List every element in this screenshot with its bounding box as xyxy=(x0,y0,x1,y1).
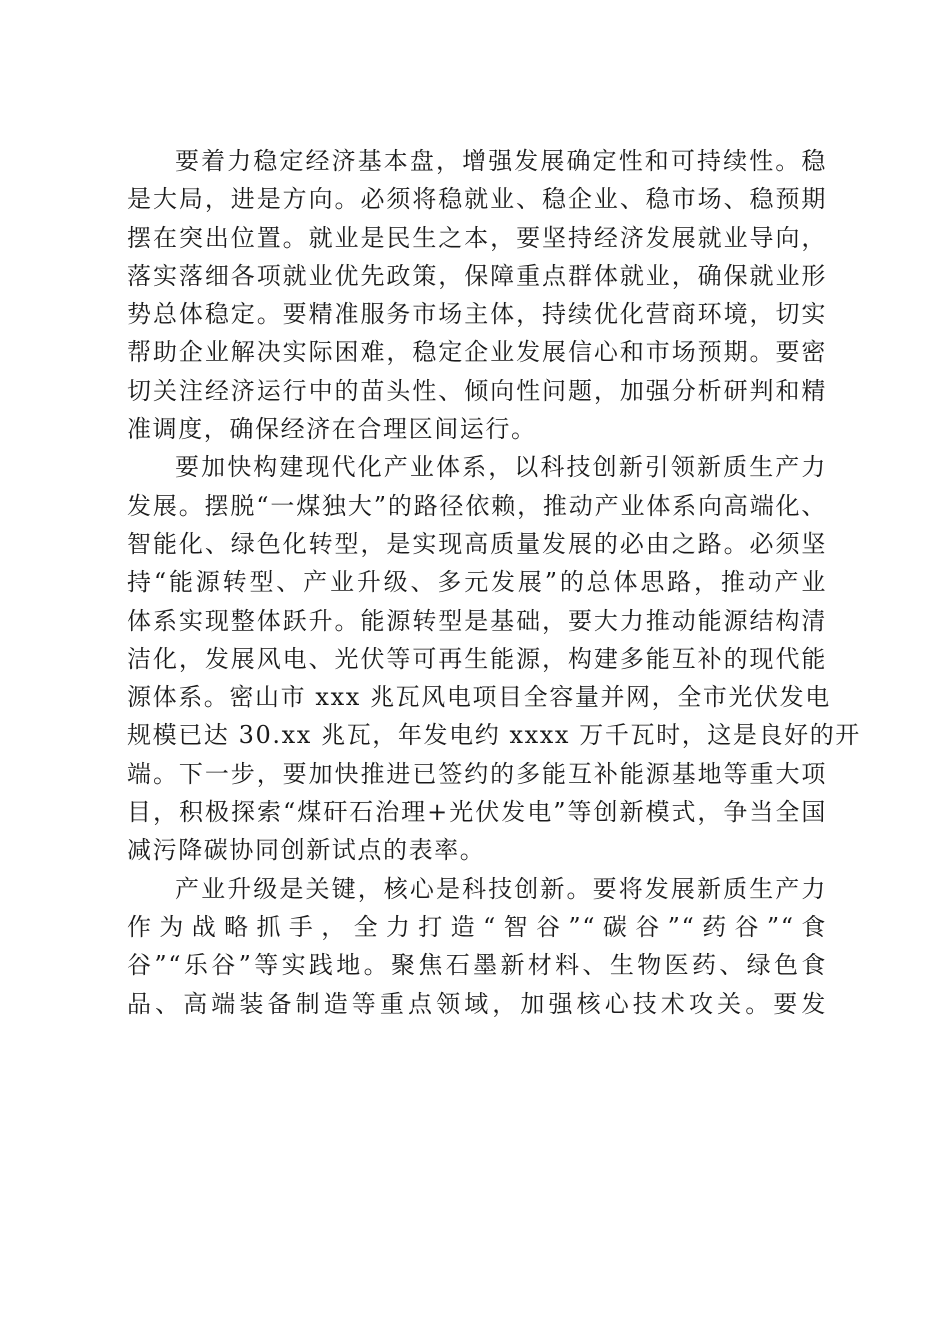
text-line: 目，积极探索“煤矸石治理+光伏发电”等创新模式，争当全国 xyxy=(127,798,827,827)
text-line: 减污降碳协同创新试点的表率。 xyxy=(127,836,486,865)
text-line: 源体系。密山市 xxx 兆瓦风电项目全容量并网，全市光伏发电 xyxy=(127,683,831,712)
text-line: 谷”“乐谷”等实践地。聚焦石墨新材料、生物医药、绿色食 xyxy=(127,951,827,980)
text-line: 准调度，确保经济在合理区间运行。 xyxy=(127,415,537,444)
text-line: 要着力稳定经济基本盘，增强发展确定性和可持续性。稳 xyxy=(175,147,827,175)
text-line: 发展。摆脱“一煤独大”的路径依赖，推动产业体系向高端化、 xyxy=(127,491,827,520)
text-line: 规模已达 30.xx 兆瓦，年发电约 xxxx 万千瓦时，这是良好的开 xyxy=(127,721,861,750)
text-line: 势总体稳定。要精准服务市场主体，持续优化营商环境，切实 xyxy=(127,300,827,329)
text-line: 摆在突出位置。就业是民生之本，要坚持经济发展就业导向， xyxy=(127,223,827,252)
text-line: 切关注经济运行中的苗头性、倾向性问题，加强分析研判和精 xyxy=(127,376,827,405)
text-line: 品、高端装备制造等重点领域，加强核心技术攻关。要发 xyxy=(127,989,827,1018)
text-line: 端。下一步，要加快推进已签约的多能互补能源基地等重大项 xyxy=(127,759,827,788)
paragraph-economy xyxy=(127,142,827,448)
text-line: 洁化，发展风电、光伏等可再生能源，构建多能互补的现代能 xyxy=(127,644,827,673)
text-line: 要加快构建现代化产业体系，以科技创新引领新质生产力 xyxy=(175,453,827,482)
paragraph-industry-system xyxy=(127,448,861,869)
text-line: 落实落细各项就业优先政策，保障重点群体就业，确保就业形 xyxy=(127,261,827,290)
text-line: 产业升级是关键，核心是科技创新。要将发展新质生产力 xyxy=(175,874,827,903)
text-line: 体系实现整体跃升。能源转型是基础，要大力推动能源结构清 xyxy=(127,606,827,635)
text-line: 作为战略抓手，全力打造“智谷”“碳谷”“药谷”“食 xyxy=(127,912,827,941)
text-line: 智能化、绿色化转型，是实现高质量发展的必由之路。必须坚 xyxy=(127,529,827,558)
paragraph-industry-upgrade xyxy=(127,870,827,1023)
text-line: 是大局，进是方向。必须将稳就业、稳企业、稳市场、稳预期 xyxy=(127,185,827,214)
document-body xyxy=(127,142,861,1023)
text-line: 持“能源转型、产业升级、多元发展”的总体思路，推动产业 xyxy=(127,568,827,597)
text-line: 帮助企业解决实际困难，稳定企业发展信心和市场预期。要密 xyxy=(127,338,827,367)
